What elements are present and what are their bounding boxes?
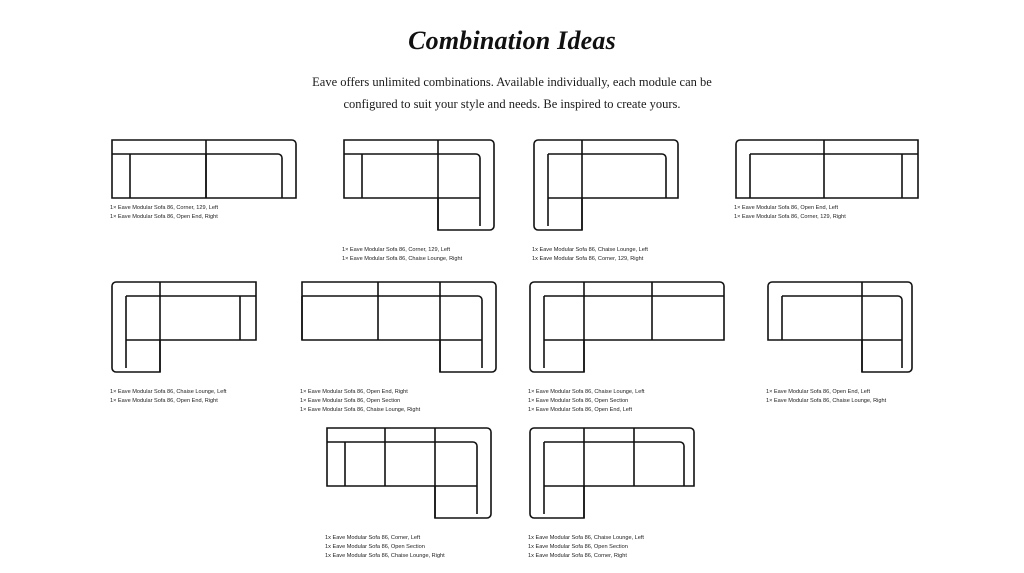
caption-line: 1× Eave Modular Sofa 86, Corner, 129, Left [342,247,451,253]
caption-line: 1× Eave Modular Sofa 86, Chaise Lounge, Right [342,256,463,263]
combination-diagram-2 [342,138,532,230]
caption-line: 1× Eave Modular Sofa 86, Open Section [300,398,401,405]
combination-caption-8 [766,388,956,406]
combination-diagram-3 [532,138,722,230]
caption-line: 1x Eave Modular Sofa 86, Chaise Lounge, Right [325,553,445,560]
combination-diagram-5 [110,280,300,372]
caption-line: 1x Eave Modular Sofa 86, Chaise Lounge, Left [528,535,644,541]
combination-item-6[interactable] [300,280,510,415]
caption-line: 1× Eave Modular Sofa 86, Open End, Left [734,205,839,211]
combination-diagram-6 [300,280,510,372]
caption-line: 1x Eave Modular Sofa 86, Chaise Lounge, Left [532,247,648,253]
combination-diagram-8 [766,280,956,372]
combination-diagram-4 [734,138,924,200]
combination-caption-1 [110,204,300,222]
caption-line: 1x Eave Modular Sofa 86, Corner, Right [528,553,627,560]
combination-grid [0,128,1024,558]
caption-line: 1× Eave Modular Sofa 86, Chaise Lounge, Left [528,389,645,395]
caption-line: 1× Eave Modular Sofa 86, Open End, Right [110,214,218,221]
combination-item-10[interactable] [528,426,738,561]
caption-line: 1× Eave Modular Sofa 86, Corner, 129, Right [734,214,846,221]
caption-line: 1× Eave Modular Sofa 86, Chaise Lounge, Right [300,407,421,414]
caption-line: 1× Eave Modular Sofa 86, Open Section [528,398,629,405]
combination-item-7[interactable] [528,280,738,415]
caption-line: 1x Eave Modular Sofa 86, Open Section [325,544,425,551]
combination-diagram-7 [528,280,738,372]
caption-line: 1× Eave Modular Sofa 86, Open End, Right [110,398,218,405]
combination-diagram-9 [325,426,535,518]
combination-caption-3 [532,246,722,264]
combination-caption-10 [528,534,738,561]
page-subtitle: Eave offers unlimited combinations. Available individually, each module can be configured to suit your style and needs. Be inspired to create yours. [312,75,712,111]
combination-caption-7 [528,388,738,415]
caption-line: 1× Eave Modular Sofa 86, Corner, 129, Left [110,205,219,211]
combination-item-4[interactable] [734,138,924,222]
caption-line: 1× Eave Modular Sofa 86, Open End, Left [528,407,633,414]
combination-caption-2 [342,246,532,264]
combination-item-5[interactable] [110,280,300,406]
combination-item-8[interactable] [766,280,956,406]
combination-caption-6 [300,388,510,415]
caption-line: 1x Eave Modular Sofa 86, Corner, 129, Right [532,256,644,263]
caption-line: 1× Eave Modular Sofa 86, Open End, Left [766,389,871,395]
page-title: Combination Ideas [408,26,616,55]
combination-caption-4 [734,204,924,222]
combination-diagram-1 [110,138,300,200]
caption-line: 1× Eave Modular Sofa 86, Open End, Right [300,389,408,395]
combination-diagram-10 [528,426,738,518]
caption-line: 1× Eave Modular Sofa 86, Chaise Lounge, Right [766,398,887,405]
combination-item-2[interactable] [342,138,532,264]
caption-line: 1x Eave Modular Sofa 86, Corner, Left [325,535,421,541]
caption-line: 1× Eave Modular Sofa 86, Chaise Lounge, Left [110,389,227,395]
combination-item-1[interactable] [110,138,300,222]
combination-item-3[interactable] [532,138,722,264]
caption-line: 1x Eave Modular Sofa 86, Open Section [528,544,628,551]
combination-caption-5 [110,388,300,406]
combination-caption-9 [325,534,535,561]
combination-item-9[interactable] [325,426,535,561]
